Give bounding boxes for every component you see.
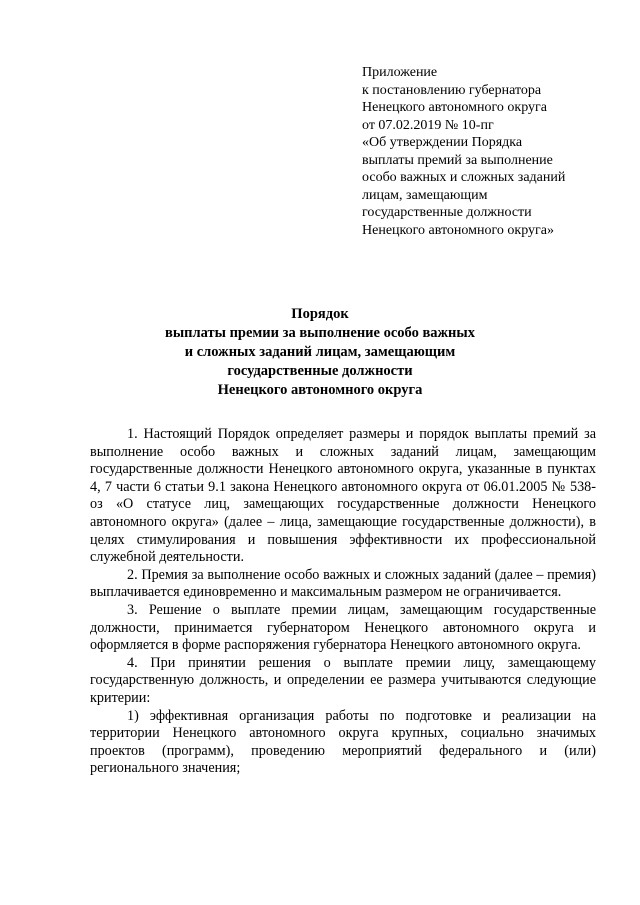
title-line: Порядок — [291, 306, 349, 322]
paragraph-1: 1. Настоящий Порядок определяет размеры и порядок выплаты премий за выполнение особо важных и сложных заданий лицам, замещающим государственные должности Ненецкого автономного округа, указанные в пунктах 4, 7 части 6 статьи 9.1 закона Ненецкого автономного округа от 06.01.2005 № 538-оз «О статусе лиц, замещающих государственные должности Ненецкого автономного округа» (далее – лица, замещающие государственные должности), в целях стимулирования и повышения эффективности их профессиональной служебной деятельности. — [90, 426, 596, 566]
appendix-line: особо важных и сложных заданий — [362, 170, 566, 185]
appendix-line: выплаты премий за выполнение — [362, 152, 553, 168]
title-line: Ненецкого автономного округа — [217, 382, 423, 398]
appendix-line: от 07.02.2019 № 10-пг — [362, 117, 494, 133]
appendix-line: «Об утверждении Порядка — [362, 135, 523, 150]
title-line: государственные должности — [227, 363, 413, 379]
document-title — [0, 305, 640, 400]
document-body — [90, 426, 596, 778]
appendix-header — [362, 64, 624, 239]
paragraph-2: 2. Премия за выполнение особо важных и сложных заданий (далее – премия) выплачивается единовременно и максимальным размером не ограничивается. — [90, 566, 596, 601]
title-line: и сложных заданий лицам, замещающим — [184, 344, 456, 360]
appendix-line: Приложение — [362, 65, 438, 80]
appendix-line: лицам, замещающим — [362, 187, 488, 203]
appendix-line: Ненецкого автономного округа — [362, 100, 547, 115]
appendix-line: Ненецкого автономного округа» — [362, 222, 554, 238]
title-line: выплаты премии за выполнение особо важных — [164, 325, 475, 341]
paragraph-4-item-1: 1) эффективная организация работы по подготовке и реализации на территории Ненецкого автономного округа крупных, социально значимых проектов (программ), проведению мероприятий федерального и (или) регионального значения; — [90, 707, 596, 777]
paragraph-3: 3. Решение о выплате премии лицам, замещающим государственные должности, принимается губернатором Ненецкого автономного округа и оформляется в форме распоряжения губернатора Ненецкого автономного округа. — [90, 601, 596, 654]
paragraph-4: 4. При принятии решения о выплате премии лицу, замещающему государственную должность, и определении ее размера учитываются следующие критерии: — [90, 654, 596, 706]
appendix-line: государственные должности — [362, 205, 532, 220]
appendix-line: к постановлению губернатора — [362, 82, 542, 98]
